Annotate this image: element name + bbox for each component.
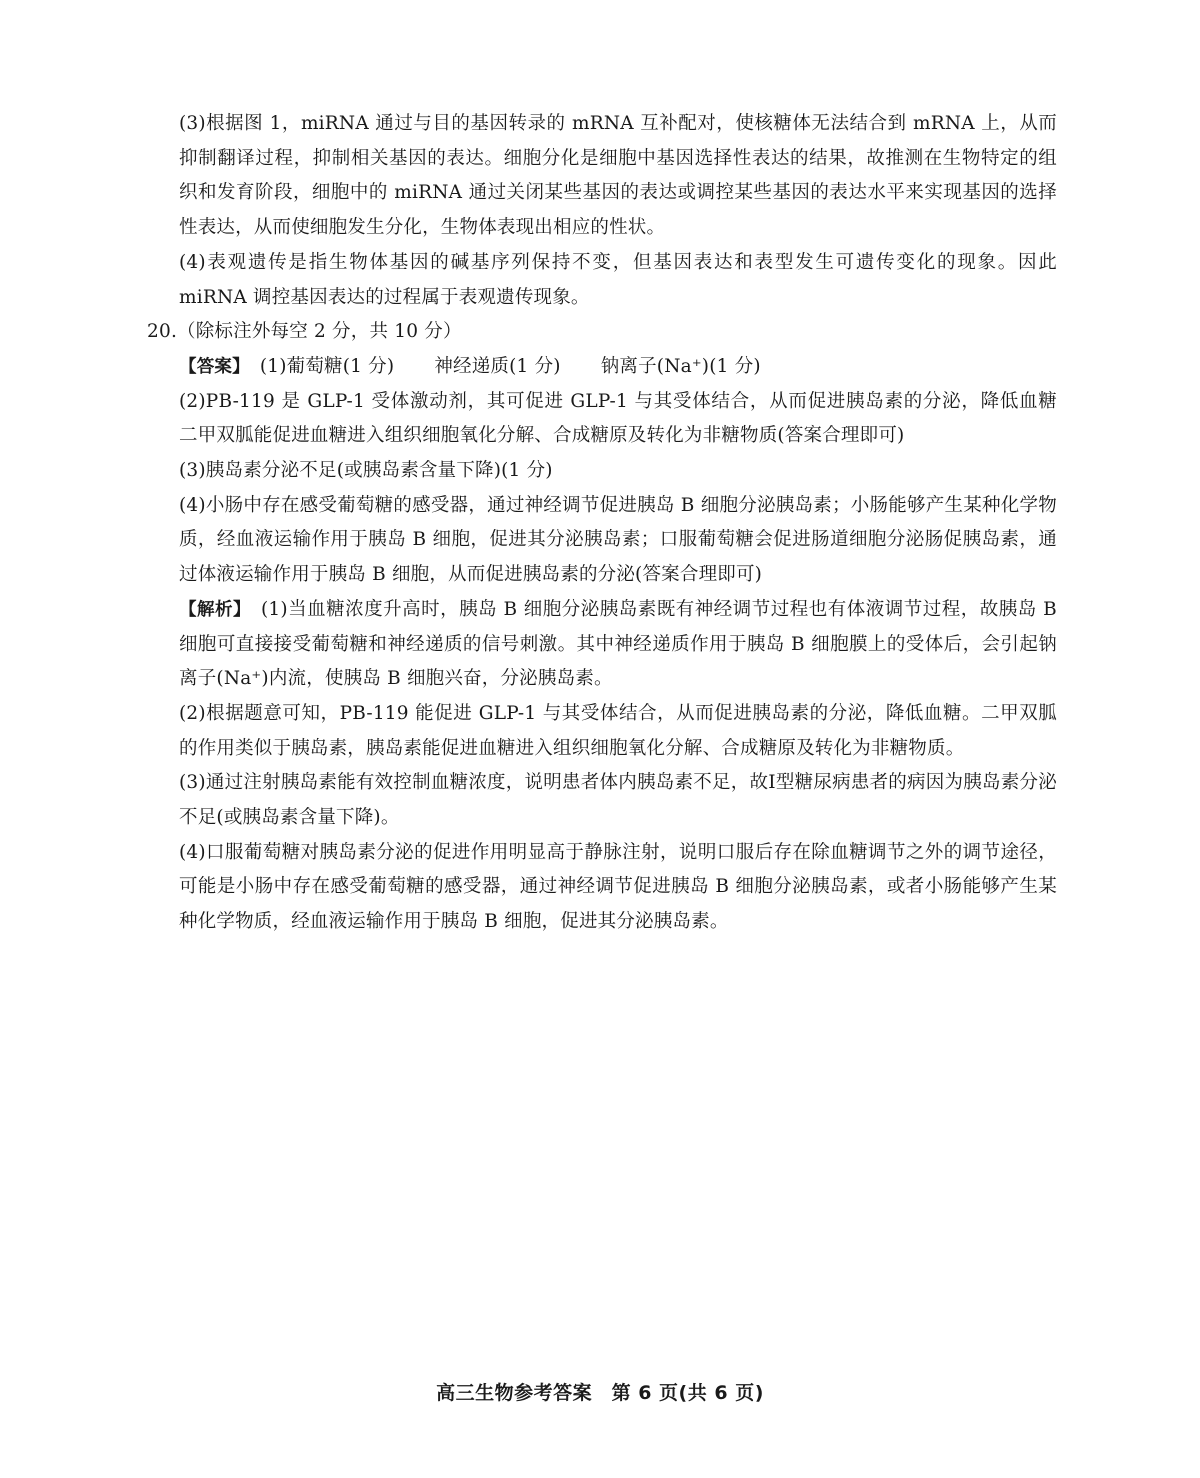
analysis1-text: (1)当血糖浓度升高时，胰岛 B 细胞分泌胰岛素既有神经调节过程也有体液调节过程，故胰岛 B 细胞可直接接受葡萄糖和神经递质的信号刺激。其中神经递质作用于胰岛 B 细胞膜上的受体后，会引起钠离子(Na⁺)内流，使胰岛 B 细胞兴奋，分泌胰岛素。 bbox=[179, 598, 1057, 690]
q20-analysis2: (2)根据题意可知，PB-119 能促进 GLP-1 与其受体结合，从而促进胰岛素的分泌，降低血糖。二甲双胍的作用类似于胰岛素，胰岛素能促进血糖进入组织细胞氧化分解、合成糖原及转化为非糖物质。 bbox=[179, 702, 1057, 759]
q20-answer-line1 bbox=[147, 350, 1057, 385]
analysis-tag: 【解析】 bbox=[179, 599, 252, 620]
page-footer: 高三生物参考答案 第 6 页(共 6 页) bbox=[436, 1382, 764, 1404]
q20-analysis4: (4)口服葡萄糖对胰岛素分泌的促进作用明显高于静脉注射，说明口服后存在除血糖调节之外的调节途径，可能是小肠中存在感受葡萄糖的感受器，通过神经调节促进胰岛 B 细胞分泌胰岛素，或者小肠能够产生某种化学物质，经血液运输作用于胰岛 B 细胞，促进其分泌胰岛素。 bbox=[179, 841, 1057, 933]
answer1-a: (1)葡萄糖(1 分) bbox=[259, 355, 395, 377]
q19-part4-paragraph: (4)表观遗传是指生物体基因的碱基序列保持不变，但基因表达和表型发生可遗传变化的现象。因此 miRNA 调控基因表达的过程属于表观遗传现象。 bbox=[179, 251, 1057, 308]
answer-content bbox=[147, 107, 1057, 940]
q20-analysis3: (3)通过注射胰岛素能有效控制血糖浓度，说明患者体内胰岛素不足，故Ⅰ型糖尿病患者的病因为胰岛素分泌不足(或胰岛素含量下降)。 bbox=[179, 772, 1057, 829]
q20-analysis1-paragraph bbox=[147, 593, 1057, 697]
answer-tag: 【答案】 bbox=[179, 356, 250, 377]
answer1-c: 钠离子(Na⁺)(1 分) bbox=[600, 355, 761, 377]
q20-header: 20.（除标注外每空 2 分，共 10 分） bbox=[147, 321, 462, 343]
q20-answer2: (2)PB-119 是 GLP-1 受体激动剂，其可促进 GLP-1 与其受体结合，从而促进胰岛素的分泌，降低血糖 二甲双胍能促进血糖进入组织细胞氧化分解、合成糖原及转化为非糖物质(答案合理即可) bbox=[179, 390, 1057, 447]
q20-answer3: (3)胰岛素分泌不足(或胰岛素含量下降)(1 分) bbox=[179, 460, 553, 482]
answer1-b: 神经递质(1 分) bbox=[434, 355, 561, 377]
q20-answer4: (4)小肠中存在感受葡萄糖的感受器，通过神经调节促进胰岛 B 细胞分泌胰岛素；小肠能够产生某种化学物质，经血液运输作用于胰岛 B 细胞，促进其分泌胰岛素；口服葡萄糖会促进肠道细胞分泌肠促胰岛素，通过体液运输作用于胰岛 B 细胞，从而促进胰岛素的分泌(答案合理即可) bbox=[179, 494, 1057, 586]
q19-part3-paragraph: (3)根据图 1，miRNA 通过与目的基因转录的 mRNA 互补配对，使核糖体无法结合到 mRNA 上，从而抑制翻译过程，抑制相关基因的表达。细胞分化是细胞中基因选择性表达的结果，故推测在生物特定的组织和发育阶段，细胞中的 miRNA 通过关闭某些基因的表达或调控某些基因的表达水平来实现基因的选择性表达，从而使细胞发生分化，生物体表现出相应的性状。 bbox=[179, 113, 1057, 239]
